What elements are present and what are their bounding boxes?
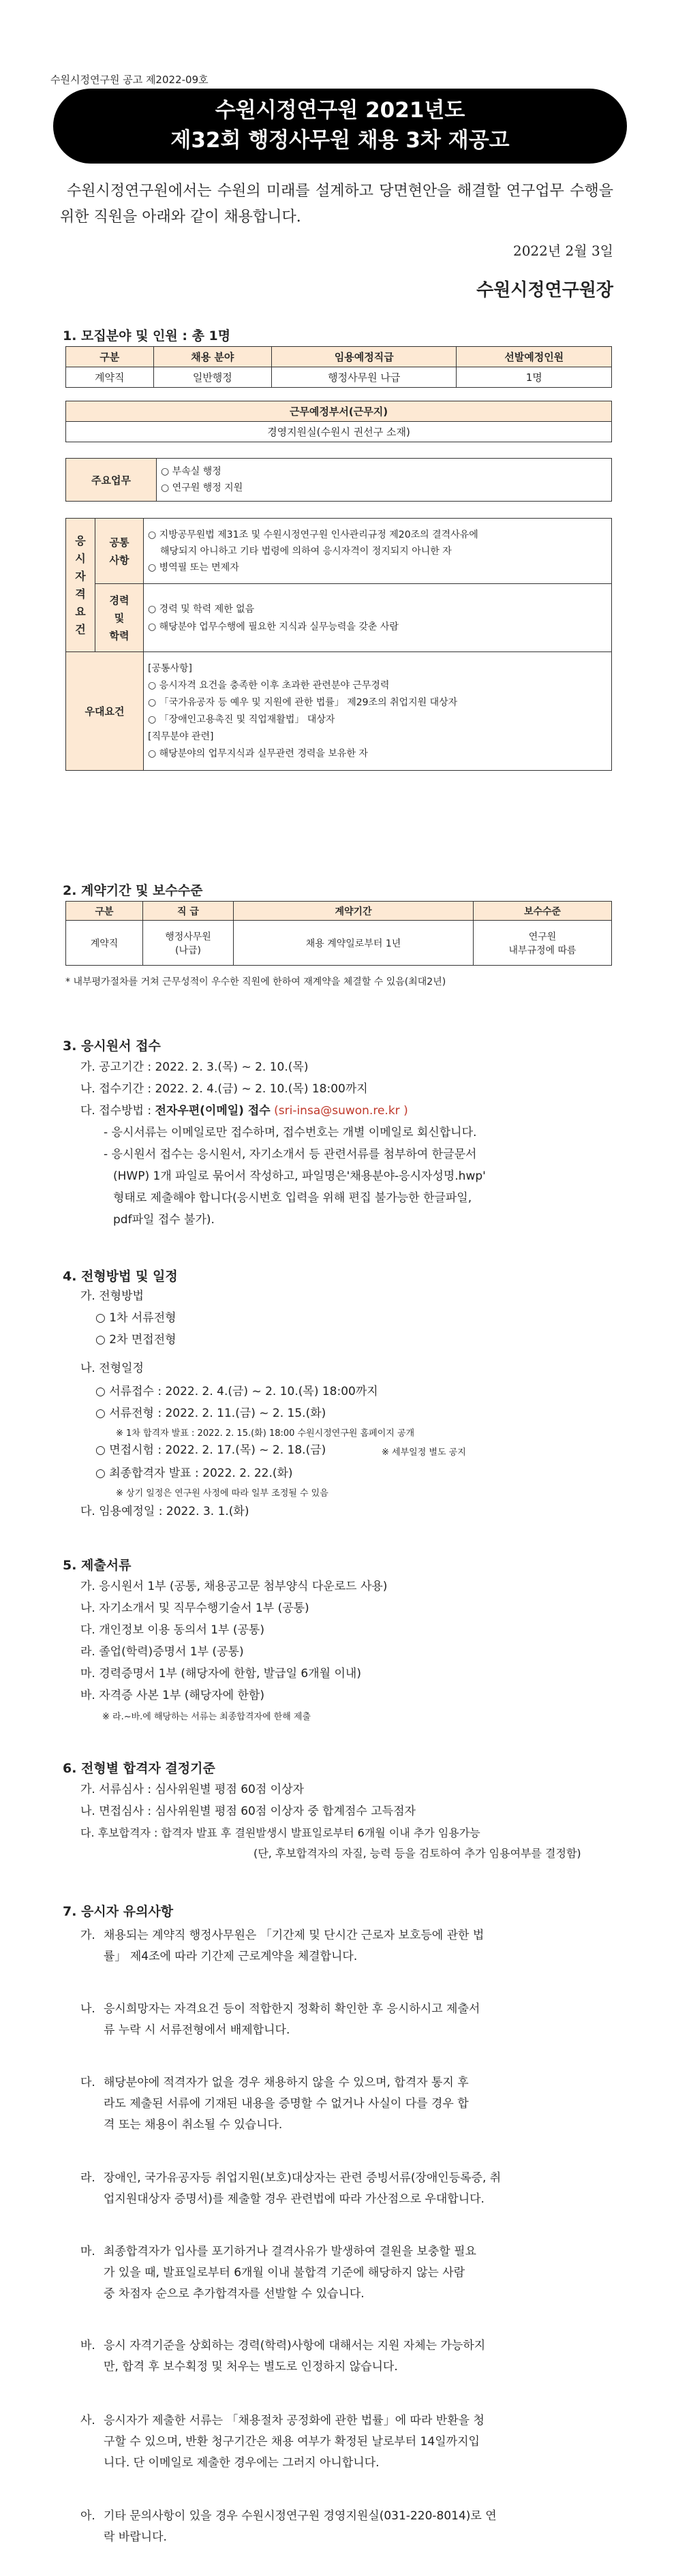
qualification-label: 응 시 자 격 요 건: [66, 519, 95, 652]
cell-type: 계약직: [66, 921, 143, 966]
s6-line: 다. 후보합격자 : 합격자 발표 후 결원발생시 발표일로부터 6개월 이내 추가 임용가능: [80, 1826, 480, 1839]
notice-number: 수원시정연구원 공고 제2022-09호: [50, 74, 209, 86]
col-pay: 보수수준: [474, 902, 612, 921]
col-grade: 직 급: [143, 902, 234, 921]
s4-note: ※ 세부일정 별도 공지: [382, 1447, 466, 1458]
caution-item-line: 락 바랍니다.: [104, 2530, 167, 2544]
section-5-title: 5. 제출서류: [63, 1558, 132, 1573]
caution-item-line: 라도 제출된 서류에 기재된 내용을 증명할 수 없거나 사실이 다를 경우 합: [104, 2097, 469, 2111]
section-4-title: 4. 전형방법 및 일정: [63, 1269, 178, 1284]
caution-item-line: 채용되는 계약직 행정사무원은 「기간제 및 단시간 근로자 보호등에 관한 법: [104, 1929, 485, 1942]
caution-item-line: 가 있을 때, 발표일로부터 6개월 이내 불합격 기준에 해당하지 않는 사람: [104, 2266, 465, 2280]
title-line-1: 수원시정연구원 2021년도: [215, 98, 465, 123]
col-grade: 임용예정직급: [272, 347, 457, 367]
pref-item: [직무분야 관련]: [148, 731, 214, 742]
col-period: 계약기간: [234, 902, 474, 921]
caution-item-label: 바.: [80, 2339, 95, 2352]
s3-line: pdf파일 접수 불가).: [113, 1213, 215, 1227]
section-2-title: 2. 계약기간 및 보수수준: [63, 883, 203, 898]
s4-note: ※ 상기 일정은 연구원 사정에 따라 일부 조정될 수 있음: [116, 1488, 328, 1499]
caution-item-line: 구할 수 있으며, 반환 청구기간은 채용 여부가 확정된 날로부터 14일까지입: [104, 2435, 480, 2449]
col-field: 채용 분야: [153, 347, 271, 367]
common-label: 공통 사항: [95, 519, 144, 584]
s5-item: 가. 응시원서 1부 (공통, 채용공고문 첨부양식 다운로드 사용): [80, 1580, 388, 1593]
cell-pay: 연구원 내부규정에 따름: [474, 921, 612, 966]
pref-item: ○ 「장애인고용촉진 및 직업재활법」 대상자: [148, 714, 335, 725]
recruit-table: [65, 346, 612, 388]
section-1-title: 1. 모집분야 및 인원 : 총 1명: [63, 328, 231, 343]
s5-note: ※ 라.~바.에 해당하는 서류는 최종합격자에 한해 제출: [102, 1712, 311, 1722]
qualification-table: [65, 518, 612, 771]
career-item: ○ 경력 및 학력 제한 없음: [148, 603, 255, 615]
s5-item: 바. 자격증 사본 1부 (해당자에 한함): [80, 1689, 264, 1702]
s5-item: 마. 경력증명서 1부 (해당자에 한함, 발급일 6개월 이내): [80, 1667, 361, 1681]
pref-item: ○ 「국가유공자 등 예우 및 지원에 관한 법률」 제29조의 취업지원 대상자: [148, 696, 458, 708]
s3-line: 형태로 제출해야 합니다(응시번호 입력을 위해 편집 불가능한 한글파일,: [113, 1191, 472, 1205]
caution-item-label: 나.: [80, 2002, 95, 2016]
notice-date: 2022년 2월 3일: [512, 243, 613, 259]
preference-label: 우대요건: [66, 652, 144, 771]
s5-item: 다. 개인정보 이용 동의서 1부 (공통): [80, 1623, 264, 1637]
s5-item: 라. 졸업(학력)증명서 1부 (공통): [80, 1645, 244, 1659]
caution-item-line: 해당분야에 적격자가 없을 경우 채용하지 않을 수 있으며, 합격자 통지 후: [104, 2076, 469, 2089]
caution-item-label: 마.: [80, 2245, 95, 2258]
title-banner: [53, 89, 627, 164]
s3-line: (HWP) 1개 파일로 묶어서 작성하고, 파일명은'채용분야-응시자성명.hwp': [113, 1169, 486, 1183]
s4-line: 가. 전형방법: [80, 1289, 144, 1303]
s5-item: 나. 자기소개서 및 직무수행기술서 1부 (공통): [80, 1601, 309, 1615]
caution-item-line: 격 또는 채용이 취소될 수 있습니다.: [104, 2118, 283, 2132]
col-count: 선발예정인원: [457, 347, 612, 367]
contract-note: * 내부평가절차를 거쳐 근무성적이 우수한 직원에 한하여 재계약을 체결할 수 있음(최대2년): [65, 977, 446, 987]
s4-line: 나. 전형일정: [80, 1362, 144, 1375]
caution-item-line: 응시희망자는 자격요건 등이 적합한지 정확히 확인한 후 응시하시고 제출서: [104, 2002, 480, 2016]
section-3-title: 3. 응시원서 접수: [63, 1039, 161, 1054]
caution-item-line: 중 차점자 순으로 추가합격자를 선발할 수 있습니다.: [104, 2287, 365, 2301]
pref-item: ○ 응시자격 요건을 충족한 이후 초과한 관련분야 근무경력: [148, 679, 390, 691]
duty-label: 주요업무: [66, 459, 157, 502]
section-7-title: 7. 응시자 유의사항: [63, 1904, 174, 1919]
s4-note: ※ 1차 합격자 발표 : 2022. 2. 15.(화) 18:00 수원시정연구원 홈페이지 공개: [116, 1428, 415, 1439]
cell-field: 일반행정: [153, 367, 271, 388]
caution-item-line: 기타 문의사항이 있을 경우 수원시정연구원 경영지원실(031-220-8014)로 연: [104, 2509, 497, 2523]
caution-item-label: 다.: [80, 2076, 95, 2089]
career-label: 경력 및 학력: [95, 584, 144, 652]
cell-grade: 행정사무원 (나급): [143, 921, 234, 966]
dept-header: 근무예정부서(근무지): [66, 401, 612, 422]
s4-line: ○ 서류전형 : 2022. 2. 11.(금) ~ 2. 15.(화): [95, 1407, 326, 1420]
caution-item-line: 니다. 단 이메일로 제출한 경우에는 그러지 아니합니다.: [104, 2456, 380, 2470]
caution-item-line: 장애인, 국가유공자등 취업지원(보호)대상자는 관련 증빙서류(장애인등록증, 취: [104, 2171, 502, 2185]
s4-line: ○ 2차 면접전형: [95, 1333, 176, 1347]
s3-line: - 응시원서 접수는 응시원서, 자기소개서 등 관련서류를 첨부하여 한글문서: [104, 1148, 477, 1161]
caution-item-line: 업지원대상자 증명서)를 제출할 경우 관련법에 따라 가산점으로 우대합니다.: [104, 2192, 485, 2206]
s4-line: ○ 면접시험 : 2022. 2. 17.(목) ~ 2. 18.(금): [95, 1443, 326, 1457]
career-item: ○ 해당분야 업무수행에 필요한 지식과 실무능력을 갖춘 사람: [148, 621, 399, 632]
s3-line: 나. 접수기간 : 2022. 2. 4.(금) ~ 2. 10.(목) 18:00까지: [80, 1082, 368, 1096]
caution-item-label: 사.: [80, 2414, 95, 2427]
duty-item: ○ 부속실 행정: [161, 466, 221, 477]
caution-item-line: 응시자가 제출한 서류는 「채용절차 공정화에 관한 법률」에 따라 반환을 청: [104, 2414, 485, 2427]
cell-type: 계약직: [66, 367, 154, 388]
caution-item-line: 최종합격자가 입사를 포기하거나 결격사유가 발생하여 결원을 보충할 필요: [104, 2245, 476, 2258]
intro-paragraph: 수원시정연구원에서는 수원의 미래를 설계하고 당면현안을 해결할 연구업무 수행을 위한 직원을 아래와 같이 채용합니다.: [60, 183, 613, 226]
email-link[interactable]: (sri-insa@suwon.re.kr ): [274, 1104, 408, 1118]
caution-item-label: 가.: [80, 1929, 95, 1942]
pref-item: [공통사항]: [148, 662, 193, 674]
cell-count: 1명: [457, 367, 612, 388]
pref-item: ○ 해당분야의 업무지식과 실무관련 경력을 보유한 자: [148, 748, 368, 759]
s4-line: ○ 서류접수 : 2022. 2. 4.(금) ~ 2. 10.(목) 18:00까지: [95, 1385, 378, 1398]
caution-item-line: 응시 자격기준을 상회하는 경력(학력)사항에 대해서는 지원 자체는 가능하지: [104, 2339, 486, 2352]
s4-line: 다. 임용예정일 : 2022. 3. 1.(화): [80, 1505, 249, 1518]
department-table: [65, 401, 612, 442]
cell-grade: 행정사무원 나급: [272, 367, 457, 388]
s6-line: 나. 면접심사 : 심사위원별 평점 60점 이상자 중 합계점수 고득점자: [80, 1805, 416, 1818]
cell-period: 채용 계약일로부터 1년: [234, 921, 474, 966]
s4-line: ○ 최종합격자 발표 : 2022. 2. 22.(화): [95, 1467, 293, 1480]
col-type: 구분: [66, 902, 143, 921]
col-type: 구분: [66, 347, 154, 367]
s3-line: 가. 공고기간 : 2022. 2. 3.(목) ~ 2. 10.(목): [80, 1060, 309, 1074]
s4-line: ○ 1차 서류전형: [95, 1311, 176, 1325]
contract-table: [65, 901, 612, 966]
section-6-title: 6. 전형별 합격자 결정기준: [63, 1761, 215, 1776]
common-item: ○ 지방공무원법 제31조 및 수원시정연구원 인사관리규정 제20조의 결격사유에: [148, 529, 478, 540]
common-item: ○ 병역필 또는 면제자: [148, 562, 239, 573]
common-item: 해당되지 아니하고 기타 법령에 의하여 응시자격이 정지되지 아니한 자: [160, 545, 452, 557]
caution-item-line: 만, 합격 후 보수획정 및 처우는 별도로 인정하지 않습니다.: [104, 2360, 398, 2374]
s3-line: - 응시서류는 이메일로만 접수하며, 접수번호는 개별 이메일로 회신합니다.: [104, 1126, 477, 1139]
s6-line: 가. 서류심사 : 심사위원별 평점 60점 이상자: [80, 1783, 304, 1796]
caution-item-label: 아.: [80, 2509, 95, 2523]
title-line-2: 제32회 행정사무원 채용 3차 재공고: [170, 128, 510, 153]
duty-item: ○ 연구원 행정 지원: [161, 482, 243, 493]
caution-item-label: 라.: [80, 2171, 95, 2185]
caution-item-line: 류 누락 시 서류전형에서 배제합니다.: [104, 2023, 290, 2037]
s3-method: 다. 접수방법 : 전자우편(이메일) 접수 (sri-insa@suwon.re.kr ): [80, 1104, 408, 1118]
s6-line: (단, 후보합격자의 자질, 능력 등을 검토하여 추가 임용여부를 결정함): [253, 1847, 581, 1860]
caution-item-line: 률」 제4조에 따라 기간제 근로계약을 체결합니다.: [104, 1950, 358, 1963]
signer: 수원시정연구원장: [476, 280, 613, 301]
duty-table: [65, 458, 612, 502]
dept-value: 경영지원실(수원시 권선구 소재): [66, 422, 612, 442]
